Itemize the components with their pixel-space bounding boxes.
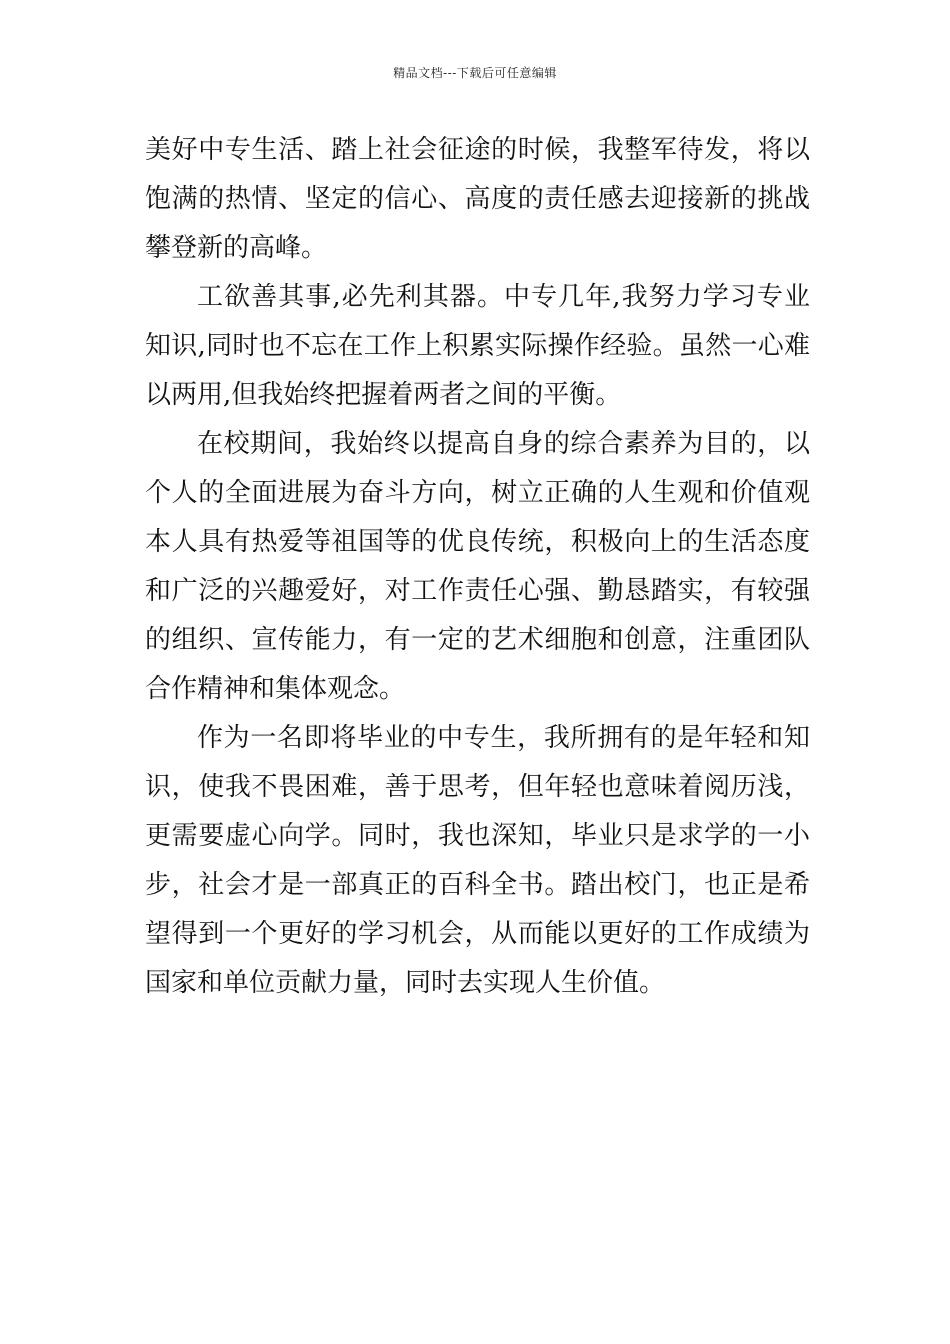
paragraph-1: 美好中专生活、踏上社会征途的时候，我整军待发，将以饱满的热情、坚定的信心、高度的责任感去迎接新的挑战攀登新的高峰。 xyxy=(145,135,810,263)
paragraph-3: 在校期间，我始终以提高自身的综合素养为目的，以个人的全面进展为奋斗方向，树立正确的人生观和价值观本人具有热爱等祖国等的优良传统，积极向上的生活态度和广泛的兴趣爱好，对工作责任心强、勤恳踏实，有较强的组织、宣传能力，有一定的艺术细胞和创意，注重团队合作精神和集体观念。 xyxy=(145,429,810,704)
paragraph-4: 作为一名即将毕业的中专生，我所拥有的是年轻和知识，使我不畏困难，善于思考，但年轻也意味着阅历浅，更需要虚心向学。同时，我也深知，毕业只是求学的一小步，社会才是一部真正的百科全书。踏出校门，也正是希望得到一个更好的学习机会，从而能以更好的工作成绩为国家和单位贡献力量，同时去实现人生价值。 xyxy=(145,723,810,998)
document-body xyxy=(145,126,810,1008)
page-header: 精品文档---下载后可任意编辑 xyxy=(393,66,557,80)
paragraph-2: 工欲善其事,必先利其器。中专几年,我努力学习专业知识,同时也不忘在工作上积累实际操作经验。虽然一心难以两用,但我始终把握着两者之间的平衡。 xyxy=(145,282,810,410)
